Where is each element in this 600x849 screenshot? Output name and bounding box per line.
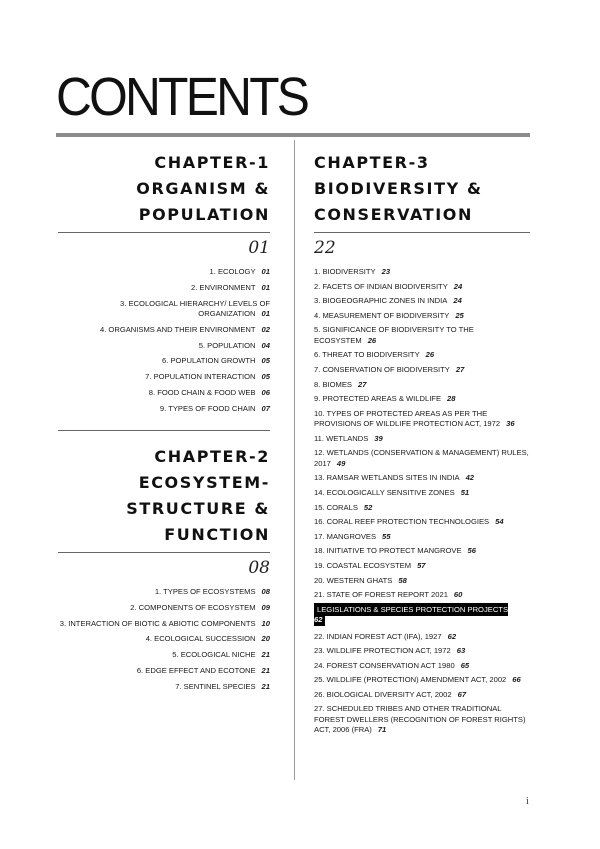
chapter-separator <box>58 430 270 431</box>
toc-entry-title: 24. FOREST CONSERVATION ACT 1980 <box>314 660 455 670</box>
chapter-3-section <box>314 150 530 740</box>
toc-entry-page: 27 <box>455 364 465 374</box>
toc-entry-page: 01 <box>261 282 270 292</box>
toc-entry-title: 2. FACETS OF INDIAN BIODIVERSITY <box>314 281 448 291</box>
toc-entry-title: 27. SCHEDULED TRIBES AND OTHER TRADITIONAL FOREST DWELLERS (RECOGNITION OF FOREST RIGHTS) ACT, 2006 (FRA) <box>314 704 526 735</box>
toc-entry[interactable] <box>58 299 270 320</box>
toc-entry-page: 06 <box>261 387 270 397</box>
toc-entry[interactable] <box>58 587 270 597</box>
toc-entry[interactable] <box>314 546 530 556</box>
toc-entry[interactable] <box>314 690 530 700</box>
toc-entry-page: 28 <box>447 394 456 404</box>
toc-entry[interactable] <box>314 503 530 513</box>
toc-entry[interactable] <box>314 267 530 277</box>
chapter-1-title-line: ORGANISM & <box>136 179 270 198</box>
toc-entry[interactable] <box>58 634 270 644</box>
toc-entry-page: 57 <box>417 560 426 570</box>
toc-entry-title: 11. WETLANDS <box>314 433 369 443</box>
toc-entry-title: 6. POPULATION GROWTH <box>162 356 256 366</box>
toc-entry[interactable] <box>58 356 270 366</box>
toc-entry-page: 21 <box>261 681 270 691</box>
column-divider <box>294 140 295 780</box>
chapter-3-start-page: 22 <box>314 238 336 258</box>
toc-entry-title: 4. ECOLOGICAL SUCCESSION <box>145 634 256 644</box>
chapter-3-title-line: BIODIVERSITY & <box>314 179 483 198</box>
toc-entry[interactable] <box>314 365 530 375</box>
toc-entry[interactable] <box>314 311 530 321</box>
toc-entry-title: 4. MEASUREMENT OF BIODIVERSITY <box>314 310 450 320</box>
toc-entry-title: 3. BIOGEOGRAPHIC ZONES IN INDIA <box>314 296 448 306</box>
toc-entry-page: 23 <box>381 267 391 276</box>
toc-entry[interactable] <box>314 488 530 498</box>
toc-entry-title: 7. CONSERVATION OF BIODIVERSITY <box>314 364 450 374</box>
toc-entry-page: 71 <box>377 725 387 735</box>
chapter-2-section <box>58 444 270 698</box>
toc-entry-page: 09 <box>261 602 270 612</box>
toc-entry-page: 65 <box>460 660 470 670</box>
toc-entry[interactable] <box>314 576 530 586</box>
chapter-2-title-line: STRUCTURE & <box>126 499 270 518</box>
toc-entry-page: 01 <box>261 267 270 276</box>
toc-entry-page: 27 <box>357 379 367 389</box>
toc-entry-page: 05 <box>261 356 270 366</box>
toc-entry-title: 8. BIOMES <box>314 379 352 389</box>
toc-entry-page: 24 <box>453 296 462 306</box>
toc-entry-title: 25. WILDLIFE (PROTECTION) AMENDMENT ACT, 2002 <box>314 675 507 685</box>
toc-entry-title: 5. ECOLOGICAL NICHE <box>172 650 256 660</box>
toc-entry-title: 2. ENVIRONMENT <box>190 282 256 292</box>
toc-entry[interactable] <box>314 605 530 626</box>
toc-entry[interactable] <box>314 380 530 390</box>
toc-entry-title: 1. ECOLOGY <box>209 267 256 276</box>
chapter-2-title-line: ECOSYSTEM- <box>138 473 270 492</box>
toc-entry-page: 26 <box>367 335 377 345</box>
toc-entry-page: 08 <box>261 587 270 596</box>
toc-entry-title: 5. POPULATION <box>198 340 256 350</box>
toc-entry-title: 1. BIODIVERSITY <box>314 267 376 276</box>
toc-entry-title: 5. SIGNIFICANCE OF BIODIVERSITY TO THE ECOSYSTEM <box>314 325 474 345</box>
toc-entry[interactable] <box>58 603 270 613</box>
toc-entry-title: 17. MANGROVES <box>314 531 377 541</box>
title-rule <box>56 133 530 137</box>
toc-entry-title: 12. WETLANDS (CONSERVATION & MANAGEMENT) RULES, 2017 <box>314 448 529 468</box>
toc-entry-title: 9. PROTECTED AREAS & WILDLIFE <box>314 394 442 404</box>
toc-entry-page: 63 <box>456 646 466 656</box>
toc-entry[interactable] <box>58 650 270 660</box>
toc-entry-page: 26 <box>425 350 435 360</box>
toc-entry[interactable] <box>314 632 530 642</box>
toc-entry-title: 16. CORAL REEF PROTECTION TECHNOLOGIES <box>314 517 490 527</box>
toc-entry[interactable] <box>314 590 530 600</box>
toc-entry-page: 62 <box>447 631 457 641</box>
toc-entry[interactable] <box>58 283 270 293</box>
chapter-3-heading <box>314 150 530 228</box>
toc-entry-title: 7. SENTINEL SPECIES <box>175 681 256 691</box>
section-banner <box>314 603 508 626</box>
chapter-1-section <box>58 150 270 420</box>
toc-entry-title: 20. WESTERN GHATS <box>314 575 393 585</box>
toc-entry-page: 20 <box>261 634 270 644</box>
toc-entry-title: 3. INTERACTION OF BIOTIC & ABIOTIC COMPONENTS <box>59 618 256 628</box>
chapter-1-heading <box>58 150 270 228</box>
chapter-3-entries <box>314 267 530 736</box>
chapter-1-title-line: CHAPTER-1 <box>154 153 270 172</box>
toc-entry-title: 4. ORGANISMS AND THEIR ENVIRONMENT <box>99 324 256 334</box>
toc-entry-page: 52 <box>363 502 373 512</box>
toc-entry[interactable] <box>314 394 530 404</box>
toc-entry-title: 13. RAMSAR WETLANDS SITES IN INDIA <box>314 473 460 483</box>
toc-entry-title: 3. ECOLOGICAL HIERARCHY/ LEVELS OF ORGANIZATION <box>120 298 270 318</box>
toc-entry-page: 01 <box>261 309 270 318</box>
toc-entry[interactable] <box>58 682 270 692</box>
chapter-2-entries <box>58 587 270 692</box>
chapter-3-rule <box>314 232 530 233</box>
toc-entry[interactable] <box>314 646 530 656</box>
toc-entry-title: 6. EDGE EFFECT AND ECOTONE <box>136 665 256 675</box>
toc-entry[interactable] <box>58 372 270 382</box>
toc-entry[interactable] <box>58 619 270 629</box>
toc-entry-title: 9. TYPES OF FOOD CHAIN <box>159 403 256 413</box>
toc-entry-title: 19. COASTAL ECOSYSTEM <box>314 560 412 570</box>
chapter-1-start-page: 01 <box>248 238 270 258</box>
page-title: CONTENTS <box>56 67 308 127</box>
toc-entry[interactable] <box>58 325 270 335</box>
toc-entry-title: 7. POPULATION INTERACTION <box>145 372 256 382</box>
toc-entry[interactable] <box>314 704 530 735</box>
toc-entry[interactable] <box>314 661 530 671</box>
toc-entry[interactable] <box>314 434 530 444</box>
toc-entry-page: 21 <box>261 665 270 675</box>
toc-entry-page: 62 <box>314 615 323 625</box>
chapter-1-entries <box>58 267 270 414</box>
toc-entry[interactable] <box>314 561 530 571</box>
page-number: i <box>526 796 529 807</box>
chapter-1-rule <box>58 232 270 233</box>
toc-entry-page: 39 <box>374 433 383 443</box>
chapter-2-title-line: CHAPTER-2 <box>154 447 270 466</box>
toc-entry-title: 6. THREAT TO BIODIVERSITY <box>314 350 420 360</box>
toc-entry[interactable] <box>58 666 270 676</box>
toc-entry-page: 25 <box>455 310 464 320</box>
toc-entry-title: 22. INDIAN FOREST ACT (IFA), 1927 <box>314 631 442 641</box>
toc-entry[interactable] <box>314 282 530 292</box>
chapter-3-title-line: CONSERVATION <box>314 205 474 224</box>
toc-entry-page: 49 <box>336 458 346 468</box>
chapter-2-heading <box>58 444 270 548</box>
toc-entry-page: 42 <box>465 473 475 483</box>
toc-entry-page: 51 <box>460 487 470 497</box>
toc-entry-title: 21. STATE OF FOREST REPORT 2021 <box>314 590 448 600</box>
toc-entry-title: 2. COMPONENTS OF ECOSYSTEM <box>130 602 256 612</box>
toc-entry[interactable] <box>314 296 530 306</box>
toc-entry[interactable] <box>58 388 270 398</box>
toc-entry-page: 56 <box>467 546 476 556</box>
toc-entry[interactable] <box>314 409 530 430</box>
toc-entry[interactable] <box>314 448 530 469</box>
toc-entry-title: 10. TYPES OF PROTECTED AREAS AS PER THE PROVISIONS OF WILDLIFE PROTECTION ACT, 1972 <box>314 408 501 429</box>
toc-entry-page: 66 <box>512 675 521 685</box>
toc-entry-page: 21 <box>261 650 270 660</box>
toc-entry-title: 1. TYPES OF ECOSYSTEMS <box>154 587 256 596</box>
toc-entry[interactable] <box>314 532 530 542</box>
toc-entry-page: 10 <box>261 618 270 628</box>
toc-entry-title: 18. INITIATIVE TO PROTECT MANGROVE <box>314 546 462 556</box>
toc-entry[interactable] <box>314 675 530 685</box>
toc-entry-page: 67 <box>457 689 467 699</box>
chapter-2-rule <box>58 552 270 553</box>
toc-entry-page: 24 <box>453 281 463 291</box>
toc-entry-title: 8. FOOD CHAIN & FOOD WEB <box>148 387 256 397</box>
toc-entry[interactable] <box>58 267 270 277</box>
chapter-1-title-line: POPULATION <box>138 205 270 224</box>
toc-entry[interactable] <box>58 341 270 351</box>
toc-entry-title: 14. ECOLOGICALLY SENSITIVE ZONES <box>314 487 455 497</box>
chapter-2-start-page: 08 <box>248 558 270 578</box>
chapter-2-title-line: FUNCTION <box>164 525 270 544</box>
toc-entry-page: 05 <box>261 372 270 382</box>
toc-entry-title: LEGISLATIONS & SPECIES PROTECTION PROJECTS <box>317 604 509 614</box>
toc-entry-title: 23. WILDLIFE PROTECTION ACT, 1972 <box>314 646 451 656</box>
toc-entry-page: 58 <box>398 575 407 585</box>
toc-entry-page: 04 <box>261 340 270 350</box>
toc-entry-page: 54 <box>495 517 504 527</box>
toc-entry[interactable] <box>314 325 530 346</box>
toc-entry[interactable] <box>58 404 270 414</box>
toc-entry[interactable] <box>314 350 530 360</box>
toc-entry-title: 15. CORALS <box>314 502 358 512</box>
toc-entry-page: 55 <box>382 531 391 541</box>
toc-entry[interactable] <box>314 517 530 527</box>
toc-entry-page: 02 <box>261 324 270 334</box>
toc-entry-page: 60 <box>453 590 463 600</box>
toc-entry-title: 26. BIOLOGICAL DIVERSITY ACT, 2002 <box>314 689 452 699</box>
toc-entry-page: 07 <box>261 403 270 413</box>
chapter-3-title-line: CHAPTER-3 <box>314 153 430 172</box>
toc-entry[interactable] <box>314 473 530 483</box>
toc-entry-page: 36 <box>506 419 515 429</box>
